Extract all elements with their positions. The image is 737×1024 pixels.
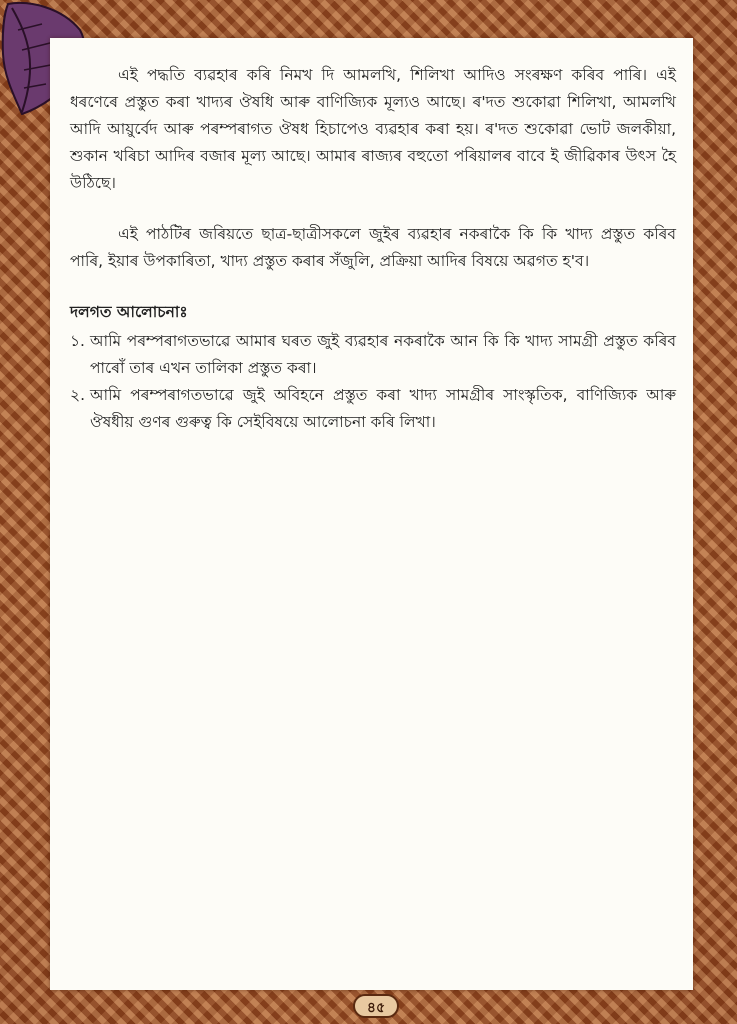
list-item-number: ১. (70, 332, 85, 350)
page-number: ৪৫ (353, 994, 399, 1018)
paragraph-preservation: এই পদ্ধতি ব্যৱহাৰ কৰি নিমখ দি আমলখি, শিলিখা আদিও সংৰক্ষণ কৰিব পাৰি। এই ধৰণেৰে প্ৰস্তুত কৰা খাদ্যৰ ঔষধি আৰু বাণিজ্যিক মূল্যও আছে। ৰ'দত শুকোৱা শিলিখা, আমলখি আদি আয়ুৰ্বেদ আৰু পৰম্পৰাগত ঔষধ হিচাপেও ব্যৱহাৰ কৰা হয়। ৰ'দত শুকোৱা ভোট জলকীয়া, শুকান খৰিচা আদিৰ বজাৰ মূল্য আছে। আমাৰ ৰাজ্যৰ বহুতো পৰিয়ালৰ বাবে ই জীৱিকাৰ উৎস হৈ উঠিছে। (70, 66, 676, 192)
list-item-number: ২. (70, 386, 86, 404)
page-content-area (50, 38, 693, 990)
list-item (70, 382, 676, 436)
paragraph-lesson-objective: এই পাঠটিৰ জৰিয়তে ছাত্ৰ-ছাত্ৰীসকলে জুইৰ ব্যৱহাৰ নকৰাকৈ কি কি খাদ্য প্ৰস্তুত কৰিব পাৰি, ইয়াৰ উপকাৰিতা, খাদ্য প্ৰস্তুত কৰাৰ সঁজুলি, প্ৰক্ৰিয়া আদিৰ বিষয়ে অৱগত হ'ব। (70, 225, 676, 270)
group-discussion-section (70, 299, 676, 436)
text-body (70, 62, 676, 436)
list-item-text: আমি পৰম্পৰাগতভাৱে আমাৰ ঘৰত জুই ব্যৱহাৰ নকৰাকৈ আন কি কি খাদ্য সামগ্ৰী প্ৰস্তুত কৰিব পাৰোঁ তাৰ এখন তালিকা প্ৰস্তুত কৰা। (90, 332, 676, 377)
group-discussion-title: দলগত আলোচনাঃ (70, 303, 188, 321)
list-item-text: আমি পৰম্পৰাগতভাৱে জুই অবিহনে প্ৰস্তুত কৰা খাদ্য সামগ্ৰীৰ সাংস্কৃতিক, বাণিজ্যিক আৰু ঔষধীয় গুণৰ গুৰুত্ব কি সেইবিষয়ে আলোচনা কৰি লিখা। (90, 386, 676, 431)
list-item (70, 328, 676, 382)
